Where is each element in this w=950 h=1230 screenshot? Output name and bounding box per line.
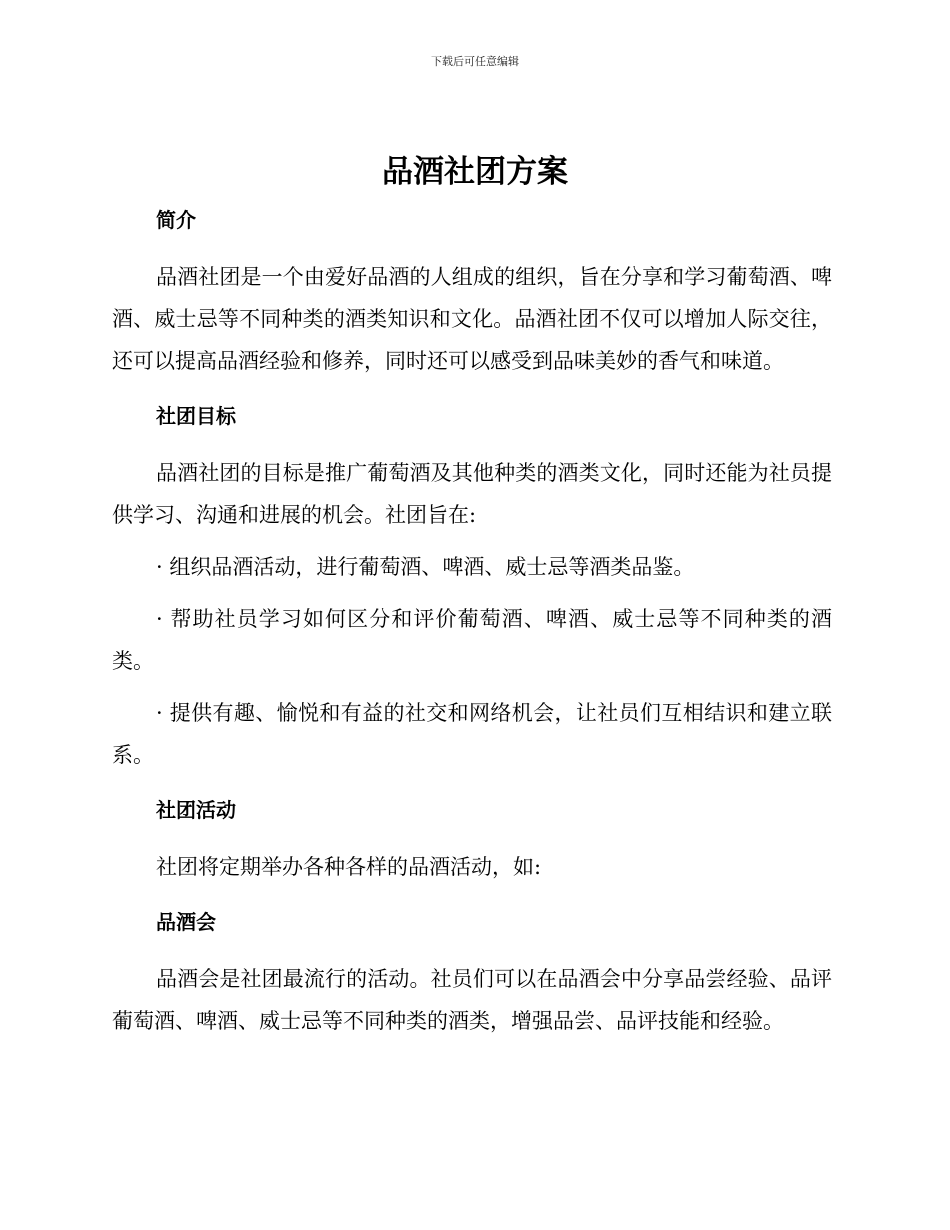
section-heading-tasting: 品酒会 <box>156 910 216 934</box>
section-heading-goals: 社团目标 <box>156 404 236 428</box>
goals-paragraph: 品酒社团的目标是推广葡萄酒及其他种类的酒类文化，同时还能为社员提供学习、沟通和进展的机会。社团旨在: <box>112 461 832 527</box>
header-note: 下载后可任意编辑 <box>431 55 519 68</box>
goals-bullet-3: · 提供有趣、愉悦和有益的社交和网络机会，让社员们互相结识和建立联系。 <box>112 701 832 767</box>
document-title: 品酒社团方案 <box>382 154 568 190</box>
intro-paragraph: 品酒社团是一个由爱好品酒的人组成的组织，旨在分享和学习葡萄酒、啤酒、威士忌等不同种类的酒类知识和文化。品酒社团不仅可以增加人际交往，还可以提高品酒经验和修养，同时还可以感受到品味美妙的香气和味道。 <box>112 265 832 373</box>
section-heading-intro: 简介 <box>156 208 196 232</box>
document-body <box>112 200 832 1042</box>
tasting-paragraph: 品酒会是社团最流行的活动。社员们可以在品酒会中分享品尝经验、品评葡萄酒、啤酒、威士忌等不同种类的酒类，增强品尝、品评技能和经验。 <box>112 967 832 1033</box>
goals-bullet-1: · 组织品酒活动，进行葡萄酒、啤酒、威士忌等酒类品鉴。 <box>156 555 695 579</box>
goals-bullet-2: · 帮助社员学习如何区分和评价葡萄酒、啤酒、威士忌等不同种类的酒类。 <box>112 607 832 673</box>
section-heading-activities: 社团活动 <box>156 798 236 822</box>
activities-paragraph: 社团将定期举办各种各样的品酒活动，如: <box>156 855 542 879</box>
